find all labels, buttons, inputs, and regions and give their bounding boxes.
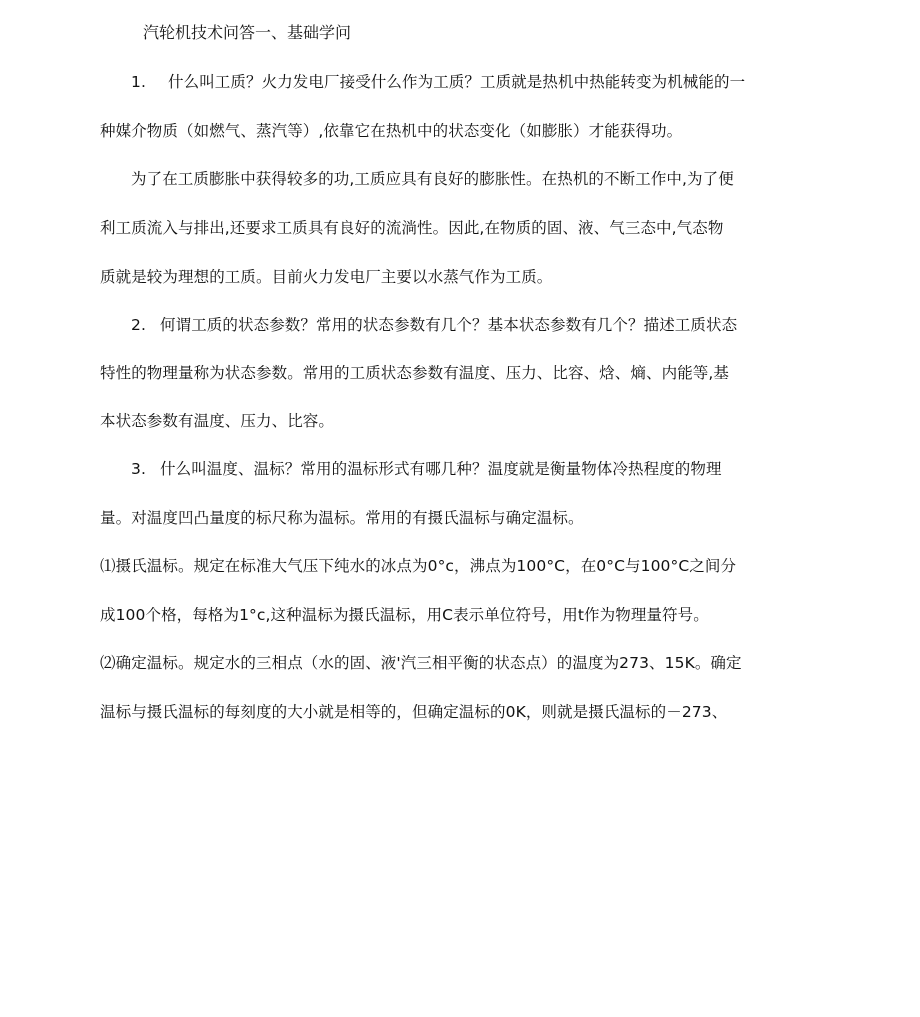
line-text: 量。对温度凹凸量度的标尺称为温标。常用的有摄氏温标与确定温标。 <box>100 509 584 527</box>
line-text: 温标与摄氏温标的每刻度的大小就是相等的，但确定温标的0K，则就是摄氏温标的－273、 <box>100 703 728 721</box>
paragraph-line <box>100 507 820 529</box>
paragraph-line <box>131 458 851 480</box>
line-text: 利工质流入与排出,还要求工质具有良好的流淌性。因此,在物质的固、液、气三态中,气态物 <box>100 219 724 237</box>
paragraph-line <box>100 604 820 626</box>
paragraph-line <box>100 410 820 432</box>
line-text: 成100个格，每格为1°c,这种温标为摄氏温标，用C表示单位符号，用t作为物理量符号。 <box>100 606 709 624</box>
line-text: 本状态参数有温度、压力、比容。 <box>100 412 335 430</box>
line-text: 质就是较为理想的工质。目前火力发电厂主要以水蒸气作为工质。 <box>100 268 553 286</box>
paragraph-line <box>131 168 851 190</box>
line-text: ⑴摄氏温标。规定在标准大气压下纯水的冰点为0°c，沸点为100°C，在0°C与100°C之间分 <box>100 557 737 575</box>
item-number: 3. <box>131 460 146 478</box>
document-title: 汽轮机技术问答一、基础学问 <box>143 23 352 42</box>
paragraph-line <box>100 701 820 723</box>
line-text: ⑵确定温标。规定水的三相点（水的固、液'汽三相平衡的状态点）的温度为273、15K。确定 <box>100 654 742 672</box>
paragraph-line <box>100 217 820 239</box>
line-text: 为了在工质膨胀中获得较多的功,工质应具有良好的膨胀性。在热机的不断工作中,为了便 <box>131 170 734 188</box>
line-text: 何谓工质的状态参数？常用的状态参数有几个？基本状态参数有几个？描述工质状态 <box>160 316 738 334</box>
paragraph-line <box>131 71 851 93</box>
line-text: 特性的物理量称为状态参数。常用的工质状态参数有温度、压力、比容、焓、熵、内能等,基 <box>100 364 730 382</box>
paragraph-line <box>131 314 851 336</box>
line-text: 种媒介物质（如燃气、蒸汽等）,依靠它在热机中的状态变化（如膨胀）才能获得功。 <box>100 122 683 140</box>
paragraph-line <box>100 266 820 288</box>
line-text: 什么叫工质？火力发电厂接受什么作为工质？工质就是热机中热能转变为机械能的一 <box>168 73 746 91</box>
line-text: 什么叫温度、温标？常用的温标形式有哪几种？温度就是衡量物体冷热程度的物理 <box>160 460 722 478</box>
paragraph-line <box>100 120 820 142</box>
paragraph-line <box>100 362 820 384</box>
paragraph-line <box>100 555 820 577</box>
item-number: 1. <box>131 73 146 91</box>
paragraph-line <box>100 652 820 674</box>
item-number: 2. <box>131 316 146 334</box>
